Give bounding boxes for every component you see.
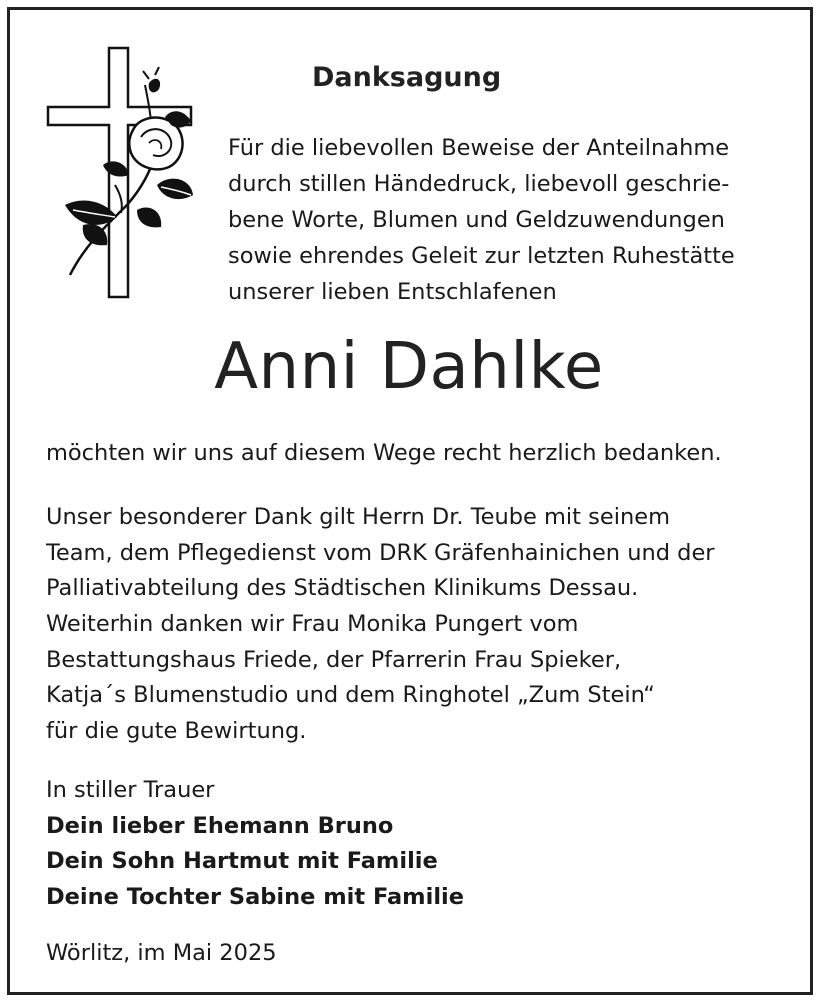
- intro-paragraph: [228, 130, 735, 310]
- closing-text: In stiller Trauer: [46, 777, 215, 803]
- cross-with-rose-icon: [45, 45, 195, 300]
- intro-line: durch stillen Händedruck, liebevoll geschrie-: [228, 171, 730, 197]
- body-line: Bestattungshaus Friede, der Pfarrerin Frau Spieker,: [46, 646, 622, 673]
- body-line: Weiterhin danken wir Frau Monika Pungert vom: [46, 611, 579, 638]
- body-line: für die gute Bewirtung.: [46, 718, 307, 745]
- intro-line: sowie ehrendes Geleit zur letzten Ruhestätte: [228, 243, 735, 269]
- mourner-line: Dein Sohn Hartmut mit Familie: [46, 848, 438, 874]
- body-line: Palliativabteilung des Städtischen Klinikums Dessau.: [46, 575, 639, 602]
- mourner-line: Dein lieber Ehemann Bruno: [46, 812, 394, 839]
- place-date: Wörlitz, im Mai 2025: [46, 940, 277, 966]
- intro-line: unserer lieben Entschlafenen: [228, 279, 557, 305]
- body-paragraph: [46, 500, 715, 750]
- body-line: Unser besonderer Dank gilt Herrn Dr. Teube mit seinem: [46, 504, 670, 530]
- thanks-line: möchten wir uns auf diesem Wege recht herzlich bedanken.: [46, 440, 722, 466]
- mourner-line: Deine Tochter Sabine mit Familie: [46, 883, 465, 910]
- body-line: Katja´s Blumenstudio und dem Ringhotel „Zum Stein“: [46, 682, 655, 709]
- deceased-name: Anni Dahlke: [214, 330, 604, 404]
- signature-block: [46, 773, 464, 915]
- intro-line: Für die liebevollen Beweise der Anteilnahme: [228, 135, 730, 161]
- body-line: Team, dem Pflegedienst vom DRK Gräfenhainichen und der: [46, 539, 715, 566]
- intro-line: bene Worte, Blumen und Geldzuwendungen: [228, 207, 725, 233]
- notice-heading: Danksagung: [312, 62, 502, 93]
